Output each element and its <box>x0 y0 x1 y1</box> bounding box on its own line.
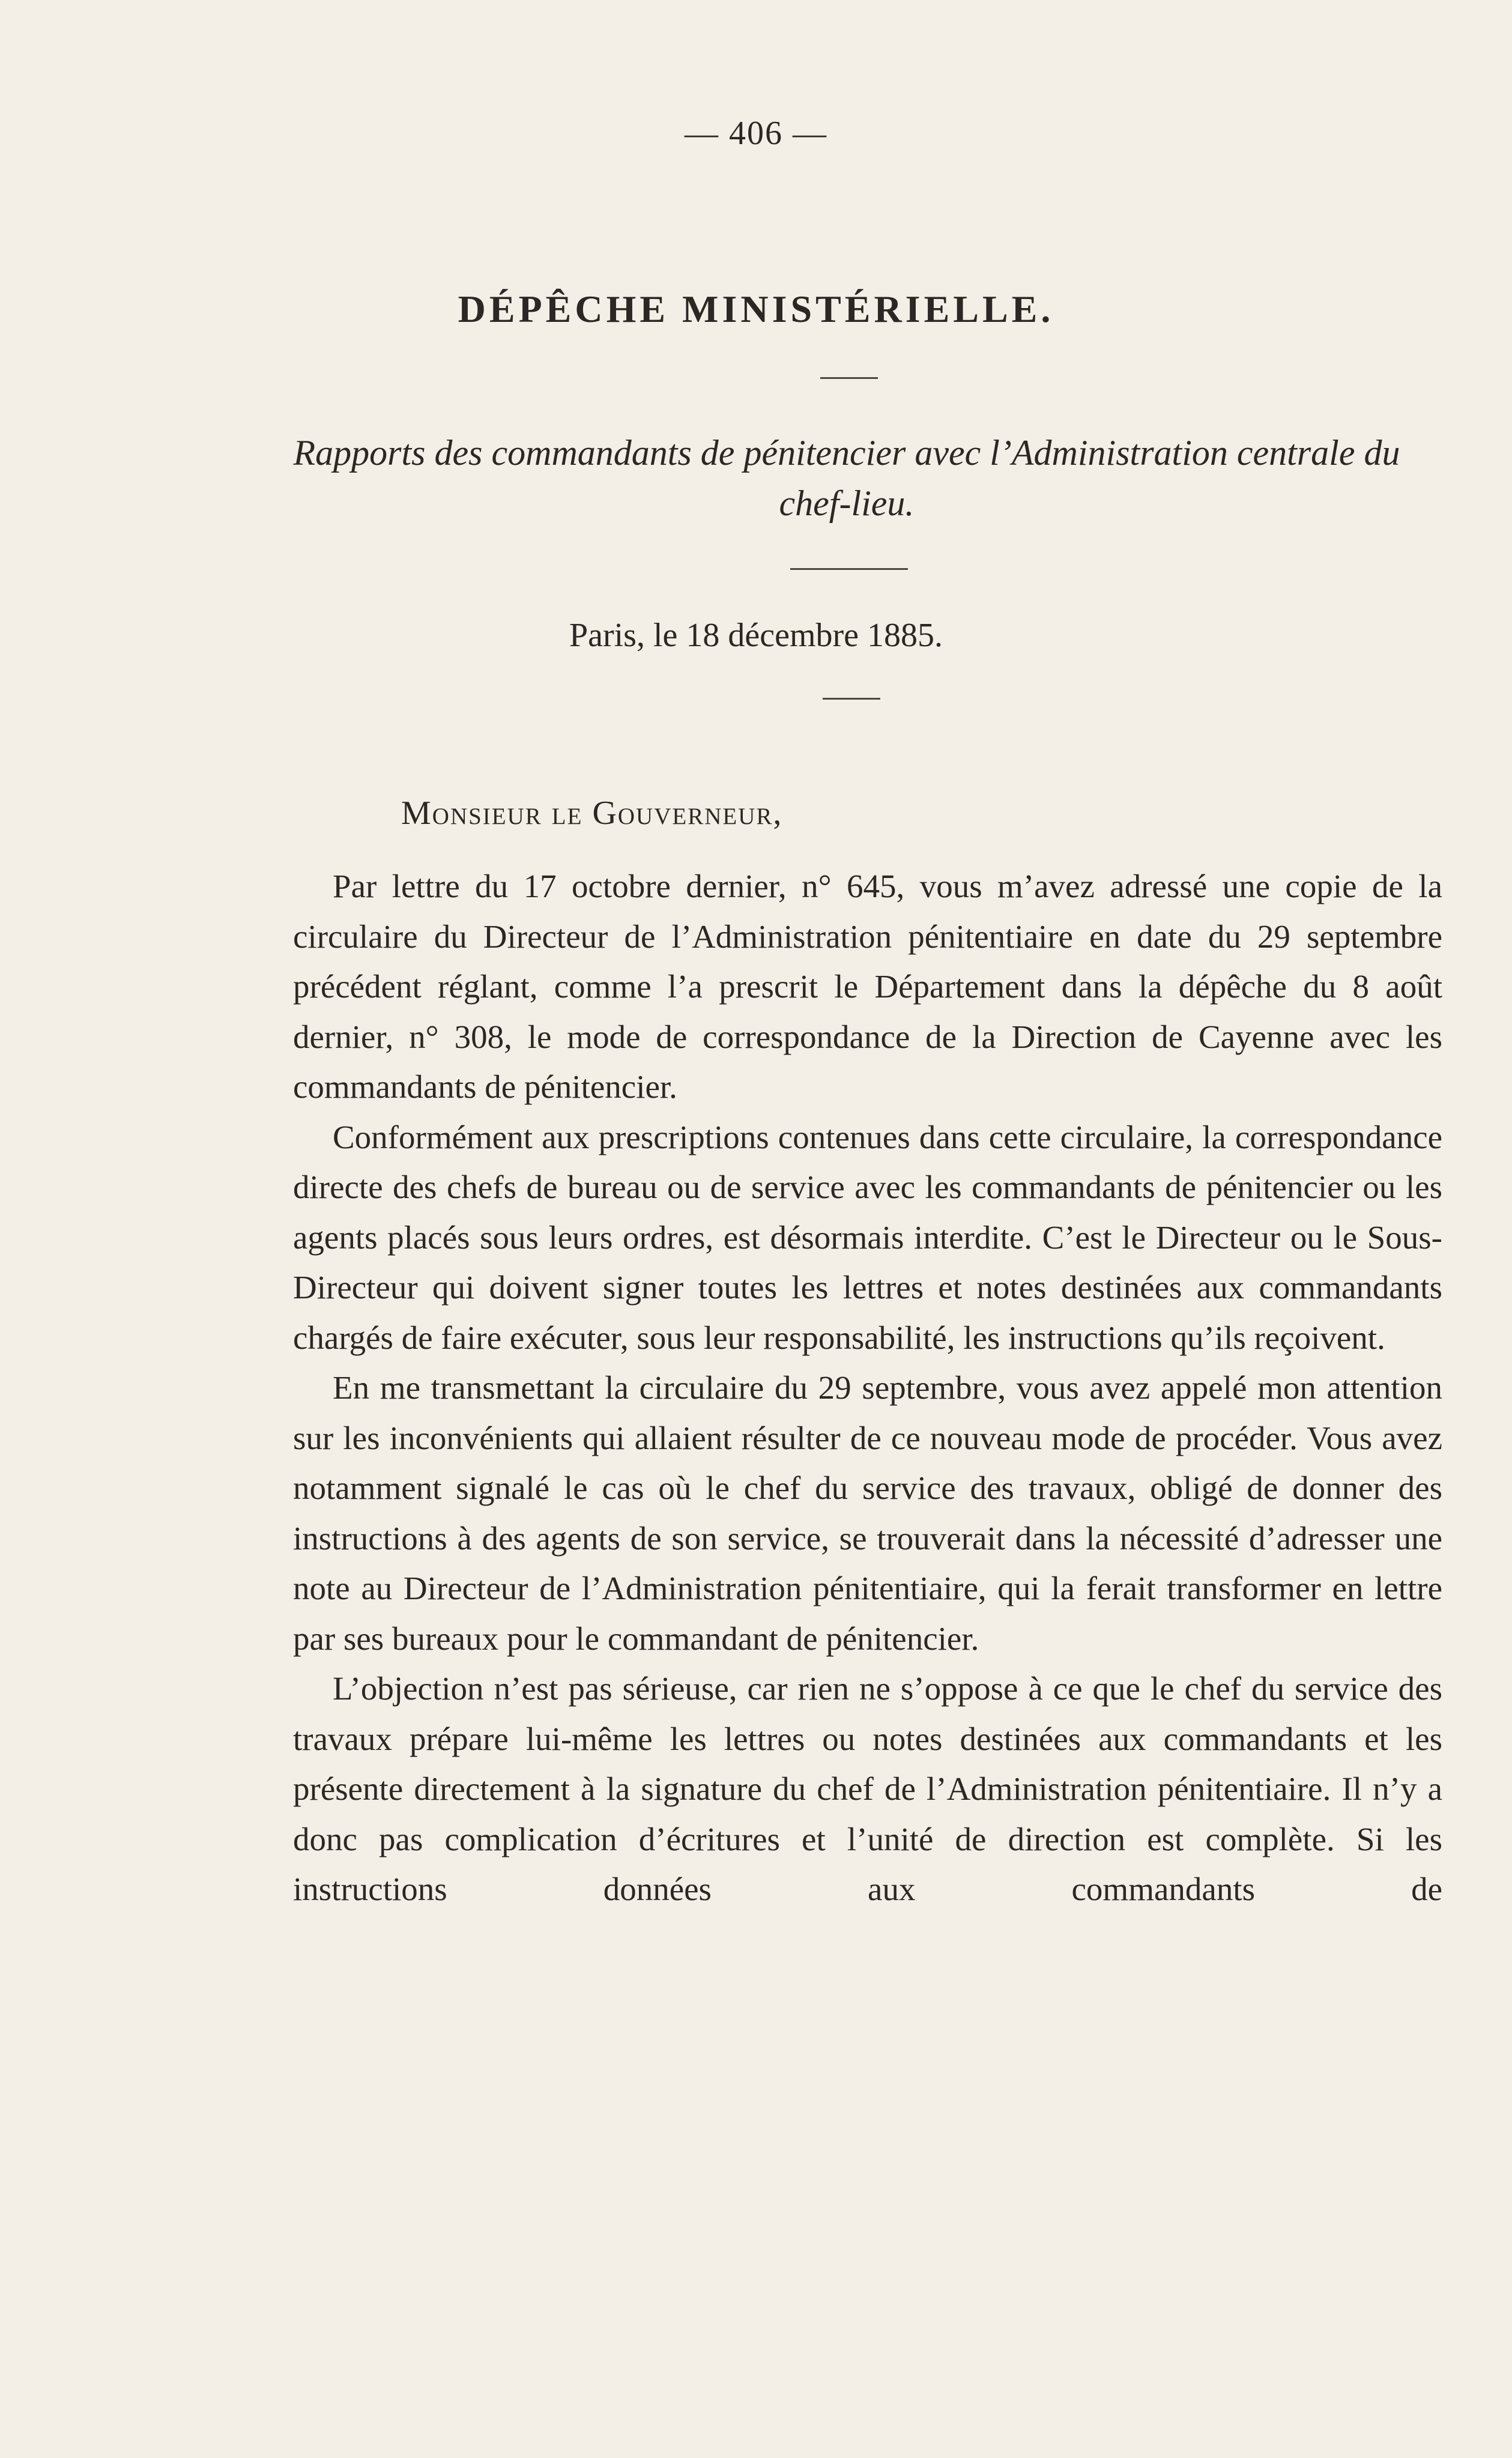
paragraph: Conformément aux prescriptions contenues dans cette circulaire, la correspondance directe des chefs de bureau ou de service avec les commandants de pénitencier ou les agents placés sous leurs ordres, est désormais interdite. C’est le Directeur ou le Sous-Directeur qui doivent signer toutes les lettres et notes destinées aux commandants chargés de faire exécuter, sous leur responsabilité, les instructions qu’ils reçoivent. <box>293 1118 1442 1356</box>
document-title: DÉPÊCHE MINISTÉRIELLE. <box>458 288 1054 330</box>
paragraph: L’objection n’est pas sérieuse, car rien ne s’oppose à ce que le chef du service des travaux prépare lui-même les lettres ou notes destinées aux commandants et les présente directement à la signature du chef de l’Administration pénitentiaire. Il n’y a donc pas complication d’écritures et l’unité de direction est complète. Si les instructions données aux commandants de <box>293 1670 1442 1907</box>
letter-body <box>293 861 1442 1915</box>
date-divider <box>823 698 880 700</box>
paragraph: Par lettre du 17 octobre dernier, n° 645, vous m’avez adressé une copie de la circulaire du Directeur de l’Administration pénitentiaire en date du 29 septembre précédent réglant, comme l’a prescrit le Département dans la dépêche du 8 août dernier, n° 308, le mode de correspondance de la Direction de Cayenne avec les commandants de pénitencier. <box>293 868 1442 1105</box>
paragraph: En me transmettant la circulaire du 29 septembre, vous avez appelé mon attention sur les inconvénients qui allaient résulter de ce nouveau mode de procéder. Vous avez notamment signalé le cas où le chef du service des travaux, obligé de donner des instructions à des agents de son service, se trouverait dans la nécessité d’adresser une note au Directeur de l’Administration pénitentiaire, qui la ferait transformer en lettre par ses bureaux pour le commandant de pénitencier. <box>293 1369 1442 1657</box>
title-divider <box>820 377 878 379</box>
page-number: — 406 — <box>685 115 827 152</box>
salutation: Monsieur le Gouverneur, <box>401 795 783 832</box>
document-subtitle: Rapports des commandants de pénitencier avec l’Administration centrale du chef-lieu. <box>293 433 1400 523</box>
place-date: Paris, le 18 décembre 1885. <box>569 617 943 654</box>
subtitle-divider <box>790 568 908 570</box>
